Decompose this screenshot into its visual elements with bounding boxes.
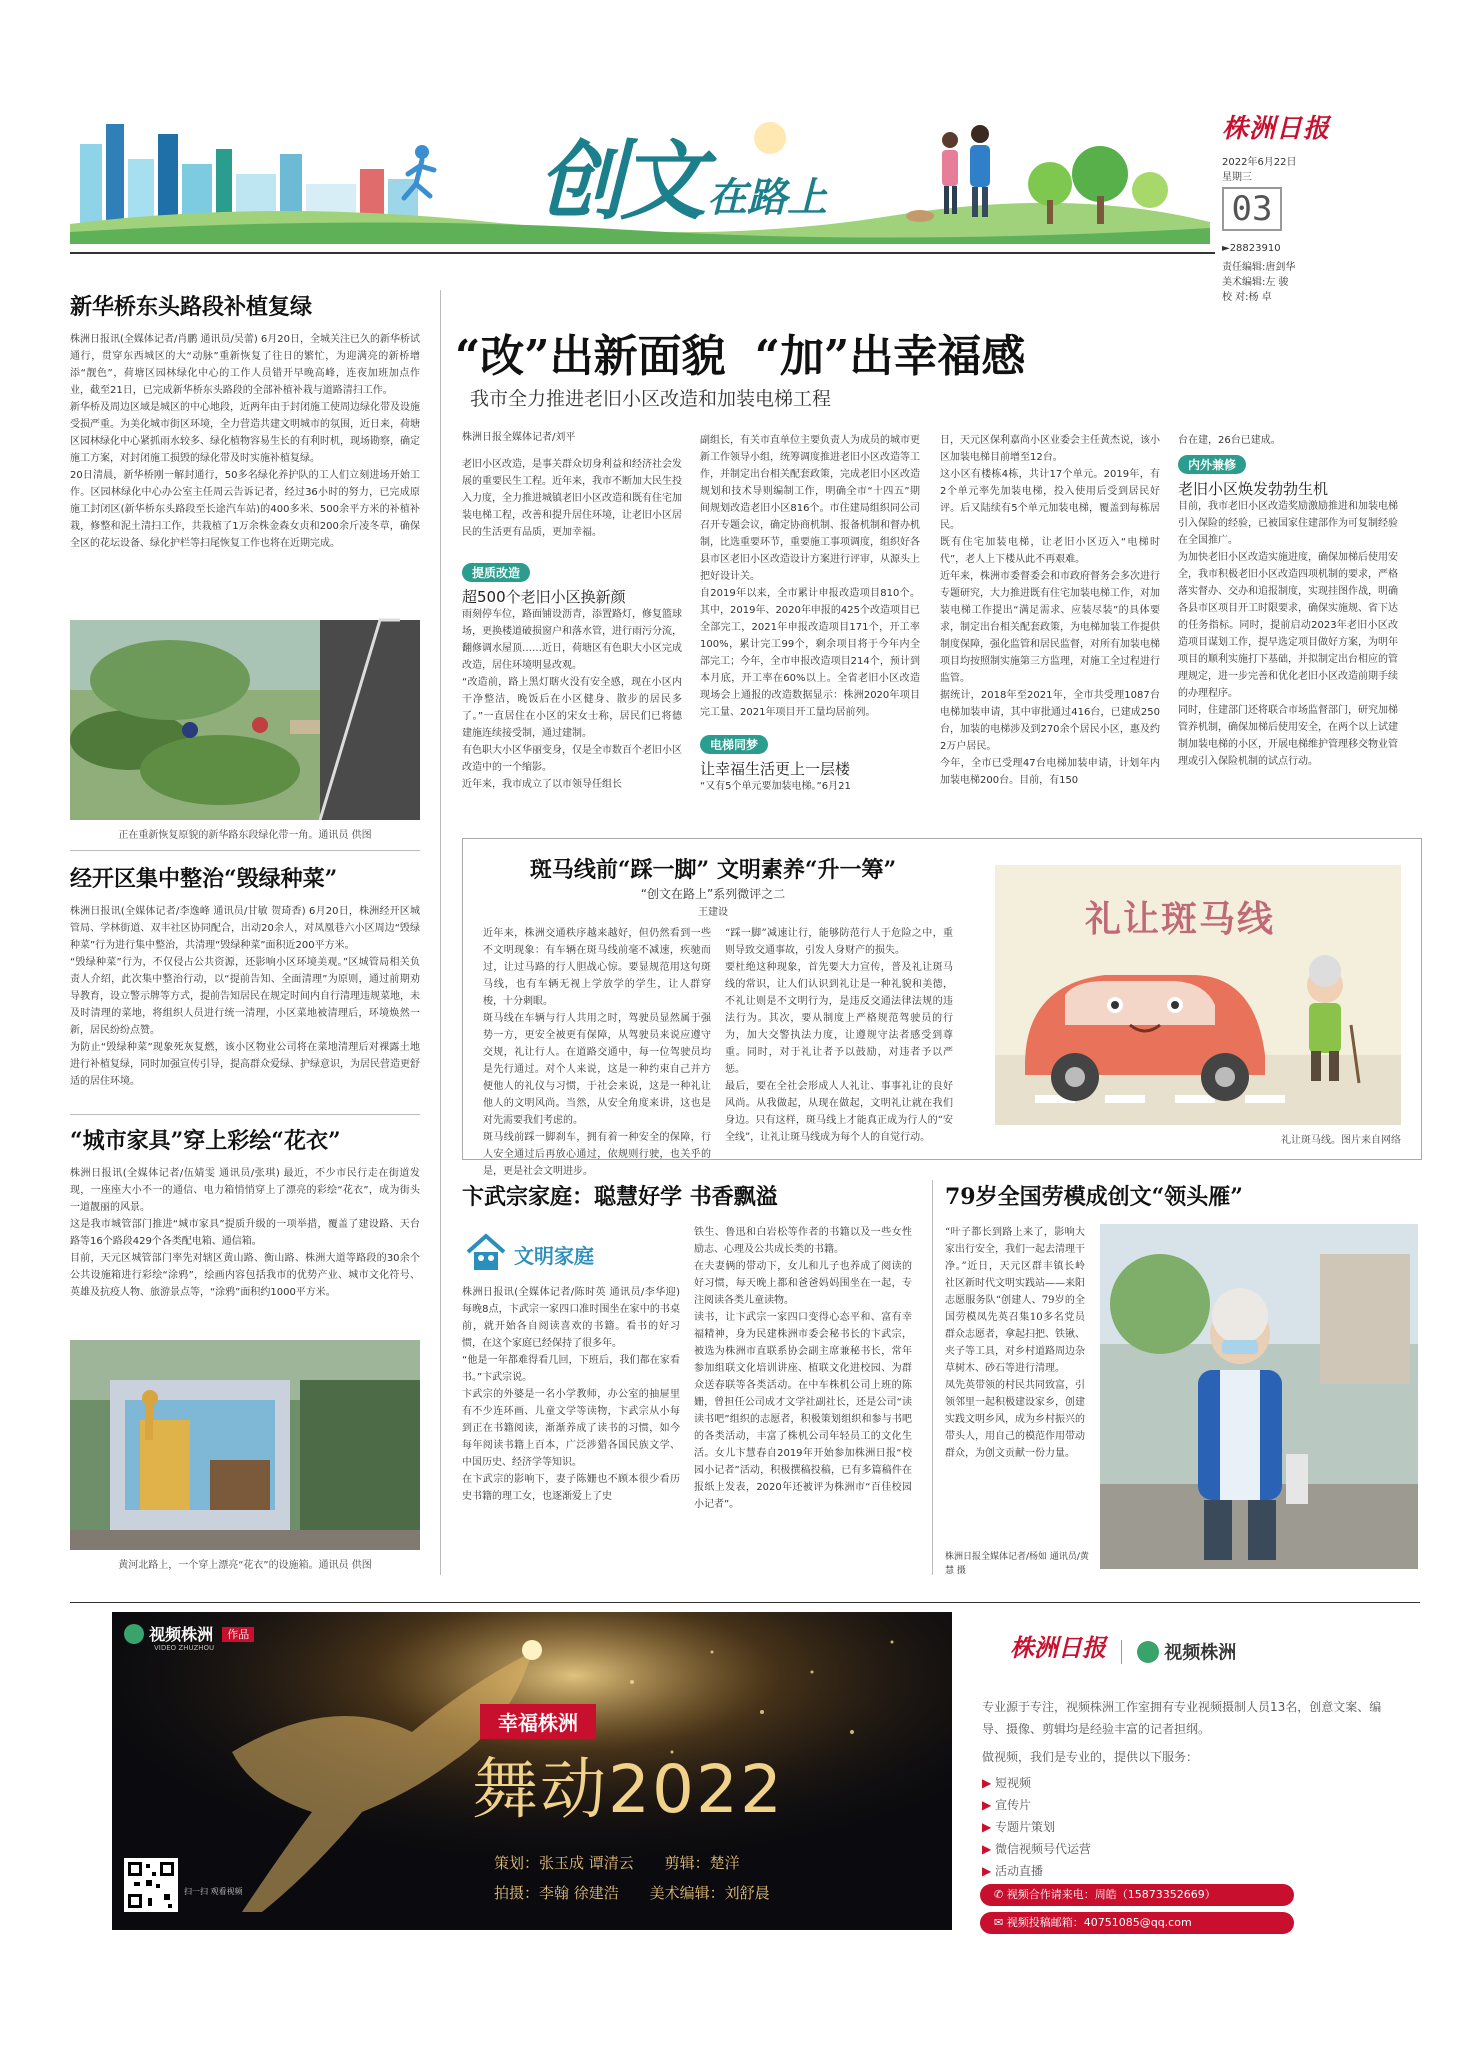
- video-ad-poster: [112, 1612, 952, 1930]
- photo-caption: 黄河北路上，一个穿上漂亮“花衣”的设施箱。通讯员 供图: [118, 1560, 372, 1571]
- issue-weekday: 星期三: [1222, 172, 1252, 183]
- article-green-land: [70, 862, 420, 1123]
- column-rule: [440, 290, 441, 1575]
- crosswalk-box: [462, 838, 1422, 1177]
- divider: [70, 850, 420, 851]
- service-item: [982, 1816, 1091, 1838]
- lead-col3: 日，天元区保利嘉尚小区业委会主任黄杰说，该小区加装电梯目前增至12台。 这小区有楼栋4栋，共计17个单元。2019年，有2个单元率先加装电梯，投入使用后受到居民好评。后又陆续有5个单元加装电梯，覆盖到每栋居民。 既有住宅加装电梯，让老旧小区迈入“电梯时代”，老人上下楼从此不再艰难。 近年来，株洲市委督委会和市政府督务会多次进行专题研究，大力推进既有住宅加装电梯工作，对加装电梯工作提出“满足需求、应装尽装”的具体要求，制定出台相关配套政策，为电梯加装工作提供制度保障，强化监管和居民监督，对所有加装电梯项目均按照制实施第三方监理，对施工全过程进行监管。 据统计，2018年至2021年，全市共受理1087台电梯加装申请，其中审批通过416台，已建成250台，加装的电梯涉及到270余个居民小区，惠及约2万户居民。 今年，全市已受理47台电梯加装申请，计划年内加装电梯200台。目前，有150: [940, 435, 1160, 786]
- qr-code-icon: [124, 1858, 178, 1912]
- section-tag: 电梯同梦: [700, 735, 768, 754]
- mail-icon: ✉: [994, 1916, 1007, 1929]
- lead-col1b: 雨刻停车位，路面铺设沥青，添置路灯，修复篮球场，更换楼道破损窗户和落水管，进行雨污分流，翻修调水屋顶……近日，荷塘区有色职大小区完成改造，居住环境明显改观。 “改造前，路上黑灯瞎火没有安全感，现在小区内干净整洁，晚饭后在小区健身、散步的居民多了。”一直居住在小区的宋女士称，居民们已将德建施连续接受制，通过建制。 有色职大小区华丽变身，仅是全市数百个老旧小区改造中的一个缩影。 近年来，我市成立了以市领导任组长: [462, 609, 682, 790]
- contact-email: 视频投稿邮箱：40751085@qq.com: [1006, 1916, 1192, 1929]
- section-head: 超500个老旧小区换新颜: [462, 588, 626, 606]
- photo-painted-box: [70, 1340, 420, 1550]
- civilized-family-logo: [464, 1230, 664, 1274]
- service-item: [982, 1838, 1091, 1860]
- service-item: [982, 1860, 1091, 1882]
- editor-1: 责任编辑:唐剑华: [1222, 262, 1296, 273]
- triangle-bullet-icon: ▶: [982, 1820, 996, 1834]
- column-rule: [932, 1180, 933, 1575]
- service-label: 活动直播: [995, 1864, 1044, 1878]
- crosswalk-illustration: [995, 865, 1401, 1125]
- ad-brand-en: VIDEO ZHUZHOU: [154, 1644, 215, 1652]
- qr-caption: 扫一扫 观看视频: [184, 1887, 243, 1896]
- ad-brand-badge: [124, 1622, 254, 1645]
- service-label: 宣传片: [995, 1798, 1032, 1812]
- masthead-info: [1222, 108, 1352, 308]
- contact-phone-bar[interactable]: [980, 1884, 1294, 1906]
- crosswalk-photo-caption: 礼让斑马线。图片来自网络: [1281, 1135, 1401, 1146]
- page-number: 03: [1222, 187, 1282, 231]
- lead-title-part1: “改”出新面貌: [455, 331, 726, 382]
- crosswalk-title: 斑马线前“踩一脚” 文明素养“升一筹”: [529, 857, 897, 883]
- lead-col2b: “又有5个单元要加装电梯。”6月21: [700, 781, 851, 792]
- ad-works-badge: 作品: [222, 1627, 254, 1642]
- credit-value: 李翰 徐建浩: [539, 1884, 619, 1902]
- ad-paper-logo: 株洲日报: [1010, 1633, 1106, 1662]
- credit-label: 剪辑：: [664, 1854, 710, 1872]
- model-worker-title: 79岁全国劳模成创文“领头雁”: [945, 1184, 1243, 1210]
- lead-col4b: 目前，我市老旧小区改造奖励激励推进和加装电梯引入保险的经验，已被国家住建部作为可复制经验在全国推广。 为加快老旧小区改造实施进度，确保加梯后使用安全，我市积极老旧小区改造四项机制的要求，严格落实督办、交办和追报制度，实现挂图作战，明确各县市区项目开工时限要求，确保实施规、省下达的任务指标。同时，提前启动2023年老旧小区改造项目谋划工作，提早选定项目做好方案，为明年项目的顺利实施打下基础，并拟制定出台相应的管理规定，进一步完善和优化老旧小区改造前期手续的办理程序。 同时，住建部门还将联合市场监督部门，研究加梯管养机制，确保加梯后使用安全，在两个以上试建制加装电梯的小区，开展电梯维护管理移交物业管理或引入保险机制的试点行动。: [1178, 501, 1398, 767]
- family-title: 卞武宗家庭：聪慧好学 书香飘溢: [462, 1184, 778, 1210]
- model-worker-photo: [1100, 1224, 1418, 1569]
- section-tag: 内外兼修: [1178, 455, 1246, 474]
- family-story: [462, 1180, 917, 1580]
- contact-phone: 视频合作请来电：周皓（15873352669）: [1006, 1888, 1216, 1901]
- ad-video-logo: 视频株洲: [1164, 1642, 1237, 1664]
- credit-label: 美术编辑：: [649, 1884, 725, 1902]
- credit-value: 楚洋: [709, 1854, 740, 1872]
- credits-row2: [494, 1878, 770, 1908]
- article-city-furniture: [70, 1124, 420, 1351]
- credit-label: 拍摄：: [494, 1884, 540, 1902]
- qr-code[interactable]: [124, 1858, 178, 1912]
- masthead-banner: [70, 104, 1210, 244]
- banner-title-main: 创文: [538, 131, 702, 232]
- photo-greenbelt: [70, 620, 420, 820]
- article-title: “城市家具”穿上彩绘“花衣”: [70, 1128, 341, 1154]
- crosswalk-col1: 近年来，株洲交通秩序越来越好，但仍然看到一些不文明现象：有车辆在斑马线前毫不减速，疾驰而过，让过马路的行人胆战心惊。要显规范用这句斑马线，也有车辆无视上学放学的学生，让人群穿梭，十分刺眼。 斑马线在车辆与行人共用之时，驾驶员显然属于强势一方，更安全被更有保障，从驾驶员来说应遵守交规，礼让行人。在道路交通中，每一位驾驶员均是先行通过。对个人来说，这是一种约束自己并方便他人的礼仪与习惯，于社会来说，这是一种礼让他人的文明风尚。当然，从安全角度来讲，这也是对先需要我们考虑的。 斑马线前踩一脚刹车，拥有着一种安全的保障，行人安全通过后再放心通过，依规则行驶，也关乎的是，更是社会文明进步。: [483, 928, 711, 1177]
- credit-value: 刘舒晨: [724, 1884, 770, 1902]
- triangle-bullet-icon: ▶: [982, 1776, 996, 1790]
- house-icon: [464, 1230, 508, 1274]
- article-title: 新华桥东头路段补植复绿: [70, 294, 313, 320]
- play-circle-icon: [1137, 1641, 1159, 1663]
- crosswalk-series: “创文在路上”系列微评之二: [640, 887, 786, 901]
- model-worker-byline: 株洲日报全媒体记者/杨如 通讯员/黄慧 摄: [945, 1552, 1089, 1576]
- lead-title-part2: “加”出幸福感: [754, 331, 1026, 382]
- service-label: 专题片策划: [995, 1820, 1056, 1834]
- ad-intro: 专业源于专注，视频株洲工作室拥有专业视频摄制人员13名，创意文案、编导、摄像、剪辑均是经验丰富的记者担纲。: [982, 1700, 1382, 1736]
- paper-name: 株洲日报: [1222, 114, 1331, 144]
- credit-label: 策划：: [494, 1854, 540, 1872]
- article-title: 经开区集中整治“毁绿种菜”: [70, 866, 338, 892]
- article-body: 株洲日报讯(全媒体记者/伍婧雯 通讯员/张琪) 最近，不少市民行走在街道发现，一座座大小不一的通信、电力箱悄悄穿上了漂亮的彩绘“花衣”，成为街头一道靓丽的风景。 这是我市城管部门推进“城市家具”提质升级的一项举措，覆盖了建设路、天台路等16个路段429个各类配电箱、通信箱。 目前，天元区城管部门率先对辖区黄山路、衡山路、株洲大道等路段的30余个公共设施箱进行彩绘“涂鸦”，绘画内容包括我市的优势产业、城市文化符号、英雄及抗疫人物、旅游景点等，“涂鸦”面积约1000平方米。: [70, 1168, 420, 1298]
- editor-2: 美术编辑:左 骏: [1222, 277, 1289, 288]
- contact-email-bar[interactable]: [980, 1912, 1294, 1934]
- banner-title-suffix: 在路上: [707, 175, 828, 221]
- service-label: 微信视频号代运营: [995, 1842, 1092, 1856]
- article-body: 株洲日报讯(全媒体记者/李逸峰 通讯员/甘敏 贺琦香) 6月20日，株洲经开区城管局、学林街道、双丰社区协同配合，出动20余人，对凤凰巷六小区周边“毁绿种菜”行为进行集中整治，共清理“毁绿种菜”面积近200平方米。 “毁绿种菜”行为，不仅侵占公共资源，还影响小区环境美观。”区城管局相关负责人介绍，此次集中整治行动，以“提前告知、全面清理”为原则，通过前期劝导教育，设立警示牌等方式，提前告知居民在规定时间内自行清理违规菜地，未及时清理的菜地，将组织人员进行统一清理，小区菜地被清理后，环境焕然一新，居民纷纷点赞。 为防止“毁绿种菜”现象死灰复燃，该小区物业公司将在菜地清理后对裸露土地进行补植复绿，同时加强宣传引导，提高群众爱绿、护绿意识，为居民营造更舒适的居住环境。: [70, 906, 420, 1087]
- family-col1: 株洲日报讯(全媒体记者/陈时英 通讯员/李华迎) 每晚8点，卞武宗一家四口准时围坐在家中的书桌前，就开始各自阅读喜欢的书籍。看书的好习惯，在这个家庭已经保持了很多年。 “他是一年都难得看几回，下班后，我们都在家看书。”卞武宗说。 卞武宗的外婆是一名小学教师，办公室的抽屉里有不少连环画、儿童文学等读物，卞武宗从小每到正在书籍阅读，渐渐养成了读书的习惯，如今每年阅读书籍上百本，广泛涉猎各国民族文学、中国历史、经济学等知识。 在卞武宗的影响下，妻子陈姗也不顾本很少看历史书籍的理工女，也逐渐爱上了史: [462, 1287, 680, 1502]
- video-ad-info: [960, 1612, 1420, 1930]
- section-rule: [70, 1602, 1420, 1603]
- article-body: 株洲日报讯(全媒体记者/肖鹏 通讯员/吴蕾) 6月20日，全城关注已久的新华桥试通行，贯穿东西城区的大“动脉”重新恢复了往日的繁忙，为迎满亮的新桥增添“靓色”，荷塘区园林绿化中心的工作人员错开早晚高峰，连夜加班加点作业，截至21日，已完成新华桥东头路段的全部补植补栽与道路清扫工作。 新华桥及周边区域是城区的中心地段，近两年由于封闭施工使周边绿化带及设施受损严重。为美化城市街区环境，全力营造共建文明城市的氛围，近日来，荷塘区园林绿化中心紧抓雨水较多、绿化植物容易生长的有利时机，现场勘察，确定施工方案，对封闭施工损毁的绿化带及时实施补植复绿。 20日清晨，新华桥刚一解封通行，50多名绿化养护队的工人们立刻进场开始工作。区园林绿化中心办公室主任周云告诉记者，经过36小时的努力，已完成原施工封闭区(新华桥东头路段至长途汽车站)的400多米、500余平方米的补植补栽，修整和泥土清扫工作，共栽植了1万余株金森女贞和200余斤凌冬草，确保全区的花坛设备、绿化护栏等扫尾恢复工作也将在近期完成。: [70, 334, 420, 549]
- greenbelt-photo: [70, 620, 420, 820]
- lead-sub3: [1178, 454, 1398, 499]
- credit-value: 张玉成 谭清云: [539, 1854, 634, 1872]
- triangle-bullet-icon: ▶: [982, 1864, 996, 1878]
- worker-portrait: [1100, 1224, 1418, 1569]
- lead-sub1: [462, 562, 682, 607]
- play-circle-icon: [124, 1624, 144, 1644]
- service-item: [982, 1794, 1091, 1816]
- service-label: 短视频: [995, 1776, 1032, 1790]
- ad-logos: [1010, 1628, 1236, 1665]
- model-worker-body: “叶子都长到路上来了，影响大家出行安全，我们一起去清理干净。”近日，天元区群丰镇长岭社区新时代文明实践站——来阳志愿服务队“创建人、79岁的全国劳模凤先英召集10多名党员群众志愿者，拿起扫把、铁锹、夹子等工具，对乡村道路周边杂草树木、砂石等进行清理。 凤先英带领的村民共同致富，引领邻里一起积极建设家乡，创建实践文明乡风，成为乡村振兴的带头人，用自己的模范作用带动群众，为创文贡献一份力量。: [945, 1227, 1085, 1459]
- ad-main-title: 舞动2022: [472, 1751, 784, 1828]
- logo-separator: [1121, 1640, 1122, 1664]
- triangle-bullet-icon: ▶: [982, 1798, 996, 1812]
- crosswalk-col2: “踩一脚”减速让行，能够防范行人于危险之中，重则导致交通事故，引发人身财产的损失。 要杜绝这种现象，首先要大力宣传，普及礼让斑马线的常识，让人们认识到礼让是一种礼貌和美德，不礼让则是不文明行为，是违反交通法律法规的违法行为。其次，要从制度上严格规范驾驶员的行为，加大交警执法力度，让遵规守法者感受到尊重。同时，对于礼让者予以鼓励，对违者予以严惩。 最后，要在全社会形成人人礼让、事事礼让的良好风尚。从我做起，从现在做起，文明礼让就在我们身边。只有这样，斑马线上才能真正成为行人的“安全线”，让礼让斑马线成为每个人的自觉行动。: [725, 928, 953, 1143]
- phone-icon: ✆: [994, 1888, 1007, 1901]
- ad-services-intro: 做视频，我们是专业的，提供以下服务：: [982, 1750, 1199, 1764]
- triangle-bullet-icon: ▶: [982, 1842, 996, 1856]
- issue-date: 2022年6月22日: [1222, 157, 1297, 168]
- model-worker-story: [945, 1180, 1420, 1580]
- crosswalk-author: 王建设: [698, 907, 728, 918]
- article-xinhua-bridge: [70, 290, 420, 651]
- logo-text: 文明家庭: [514, 1244, 594, 1268]
- illustration-slogan: 礼让斑马线: [1085, 899, 1276, 940]
- service-item: [982, 1772, 1091, 1794]
- lead-col1: 老旧小区改造，是事关群众切身利益和经济社会发展的重要民生工程。近年来，我市不断加大民生投入力度，全力推进城镇老旧小区改造和既有住宅加装电梯工程，改善和提升居住环境，让老旧小区居民的生活更有品质，更加幸福。: [462, 459, 682, 538]
- lead-headline: [455, 320, 1215, 384]
- ad-brand: 视频株洲: [149, 1625, 214, 1644]
- painted-box-photo: [70, 1340, 420, 1550]
- editor-3: 校 对:杨 卓: [1222, 292, 1272, 303]
- lead-col4: 台在建，26台已建成。: [1178, 435, 1281, 446]
- ad-credits: [494, 1848, 770, 1908]
- ad-services-list: [982, 1772, 1091, 1882]
- masthead-rule: [70, 252, 1215, 254]
- section-head: 让幸福生活更上一层楼: [700, 760, 851, 778]
- section-tag: 提质改造: [462, 563, 530, 582]
- lead-col2: 副组长，有关市直单位主要负责人为成员的城市更新工作领导小组，统筹调度推进老旧小区改造等工作，并制定出台相关配套政策，完成老旧小区改造规划和技术导则编制工作，明确全市“十四五”期间规划改造老旧小区816个。市住建局组织同公司召开专题会议，确定协商机制、报备机制和督办机制，比选重要环节，重要施工事项调度，组织好各县市区老旧小区改造设计方案进行评审，从源头上把好设计关。 自2019年以来，全市累计申报改造项目810个。其中，2019年、2020年申报的425个改造项目已全部完工，2021年申报改造项目171个，开工率100%，累计完工99个，剩余项目将于今年内全部完工；今年，全市申报改造项目214个，预计到本月底，开工率在60%以上。全省老旧小区改造现场会上通报的改造数据显示：株洲2020年项目完工量、2021年项目开工量均居前列。: [700, 435, 920, 718]
- banner-title: [538, 112, 827, 236]
- section-head: 老旧小区焕发勃勃生机: [1178, 480, 1329, 498]
- hotline: ►28823910: [1222, 243, 1281, 254]
- divider: [70, 1114, 420, 1115]
- credits-row1: [494, 1848, 770, 1878]
- lead-sub2: [700, 734, 920, 779]
- photo-caption: 正在重新恢复原貌的新华路东段绿化带一角。通讯员 供图: [118, 830, 372, 841]
- ad-ribbon: 幸福株洲: [480, 1704, 596, 1739]
- family-col2: 铁生、鲁迅和白岩松等作者的书籍以及一些女性励志、心理及公共成长类的书籍。 在夫妻俩的带动下，女儿和儿子也养成了阅读的好习惯，每天晚上都和爸爸妈妈围坐在一起，专注阅读各类儿童读物。 读书，让卞武宗一家四口变得心态平和、富有幸福精神，身为民建株洲市委会秘书长的卞武宗，被选为株洲市直联系协会副主席兼秘书长，常年参加组联文化培训讲座、植联文化进校园、为群众送春联等各类活动。在中车株机公司上班的陈姗，曾担任公司成才文学社副社长，还是公司“读读书吧”组织的志愿者，积极策划组织和参与书吧的各类活动，丰富了株机公司年轻员工的文化生活。女儿卞慧春自2019年开始参加株洲日报“校园小记者”活动，积极撰稿投稿，已有多篇稿件在报纸上发表，2020年还被评为株洲市“百佳校园小记者”。: [694, 1227, 912, 1510]
- lead-subtitle: 我市全力推进老旧小区改造和加装电梯工程: [470, 388, 832, 410]
- lead-byline: 株洲日报全媒体记者/刘平: [462, 432, 576, 443]
